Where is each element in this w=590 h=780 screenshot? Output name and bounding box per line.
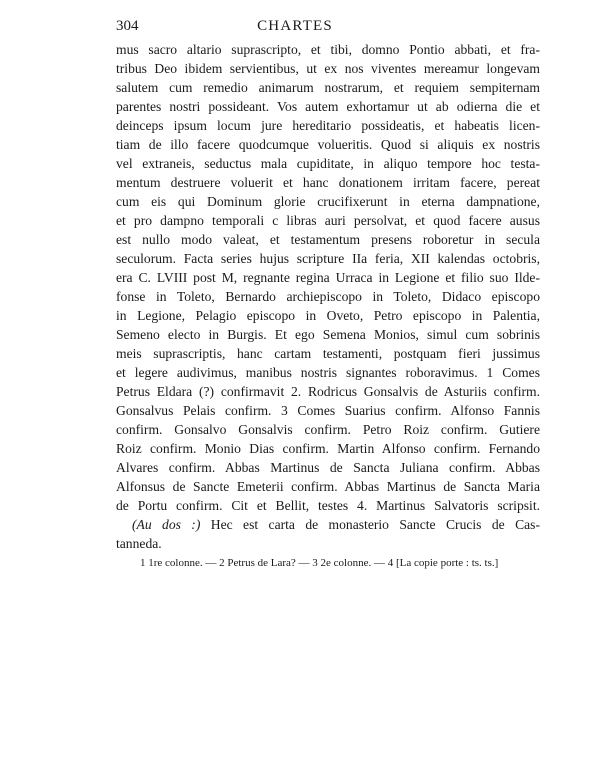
body-line: tribus Deo ibidem servientibus, ut ex nos viventes mereamur longevam	[116, 61, 540, 76]
body-line: Alvares confirm. Abbas Martinus de Sancta Juliana confirm. Abbas	[116, 460, 540, 475]
endorsement-text: Hec est carta de monasterio Sancte Crucis de Cas-	[210, 517, 540, 532]
running-title: CHARTES	[257, 18, 333, 34]
body-line: Gonsalvus Pelais confirm. 3 Comes Suarius confirm. Alfonso Fannis	[116, 403, 540, 418]
body-line: Petrus Eldara (?) confirmavit 2. Rodricus Gonsalvis de Asturiis confirm.	[116, 384, 540, 399]
body-line: in Legione, Pelagio episcopo in Oveto, Petro episcopo in Palentia,	[116, 308, 540, 323]
body-line: Semeno electo in Burgis. Et ego Semena Monios, simul cum sobrinis	[116, 327, 540, 342]
body-line: tiam de illo facere quodcumque volueritis. Quod si aliquis ex nostris	[116, 137, 540, 152]
body-line: est nullo modo valeat, et testamentum presens roboretur in secula	[116, 232, 540, 247]
body-line: parentes nostri possideant. Vos autem exhortamur ut ab odierna die et	[116, 99, 540, 114]
body-line: Roiz confirm. Monio Dias confirm. Martin Alfonso confirm. Fernando	[116, 441, 540, 456]
footnotes: 1 1re colonne. — 2 Petrus de Lara? — 3 2e colonne. — 4 [La copie porte : ts. ts.]	[140, 557, 499, 569]
endorsement-line	[116, 515, 540, 534]
endorsement-label: (Au dos :)	[132, 517, 201, 532]
body-line: confirm. Gonsalvo Gonsalvis confirm. Petro Roiz confirm. Gutiere	[116, 422, 540, 437]
page-number: 304	[116, 18, 139, 34]
body-line: de Portu confirm. Cit et Bellit, testes 4. Martinus Salvatoris scripsit.	[116, 498, 540, 513]
body-line: seculorum. Facta series hujus scripture IIa feria, XII kalendas octobris,	[116, 251, 540, 266]
endorsement-line-2: tanneda.	[116, 536, 162, 551]
body-line: mus sacro altario suprascripto, et tibi, domno Pontio abbati, et fra-	[116, 42, 540, 57]
body-line: vel extraneis, seductus mala cupiditate, in aliquo tempore hoc testa-	[116, 156, 540, 171]
body-line: deinceps ipsum locum jure hereditario possideatis, et habeatis licen-	[116, 118, 540, 133]
body-line: meis suprascriptis, hanc cartam testamenti, postquam fieri jussimus	[116, 346, 540, 361]
body-line: mentum destruere voluerit et hanc donationem irritam facere, pereat	[116, 175, 540, 190]
body-line: cum eis qui Dominum glorie crucifixerunt in eterna dampnatione,	[116, 194, 540, 209]
body-line: salutem cum remedio animarum nostrarum, et requiem sempiternam	[116, 80, 540, 95]
body-line: et pro dampno temporali c libras auri persolvat, et quod facere ausus	[116, 213, 540, 228]
body-line: era C. LVIII post M, regnante regina Urraca in Legione et filio suo Ilde-	[116, 270, 540, 285]
charter-body	[116, 40, 540, 553]
body-line: fonse in Toleto, Bernardo archiepiscopo in Toleto, Didaco episcopo	[116, 289, 540, 304]
body-line: Alfonsus de Sancte Emeterii confirm. Abbas Martinus de Sancta Maria	[116, 479, 540, 494]
body-line: et legere audivimus, manibus nostris signantes roboravimus. 1 Comes	[116, 365, 540, 380]
